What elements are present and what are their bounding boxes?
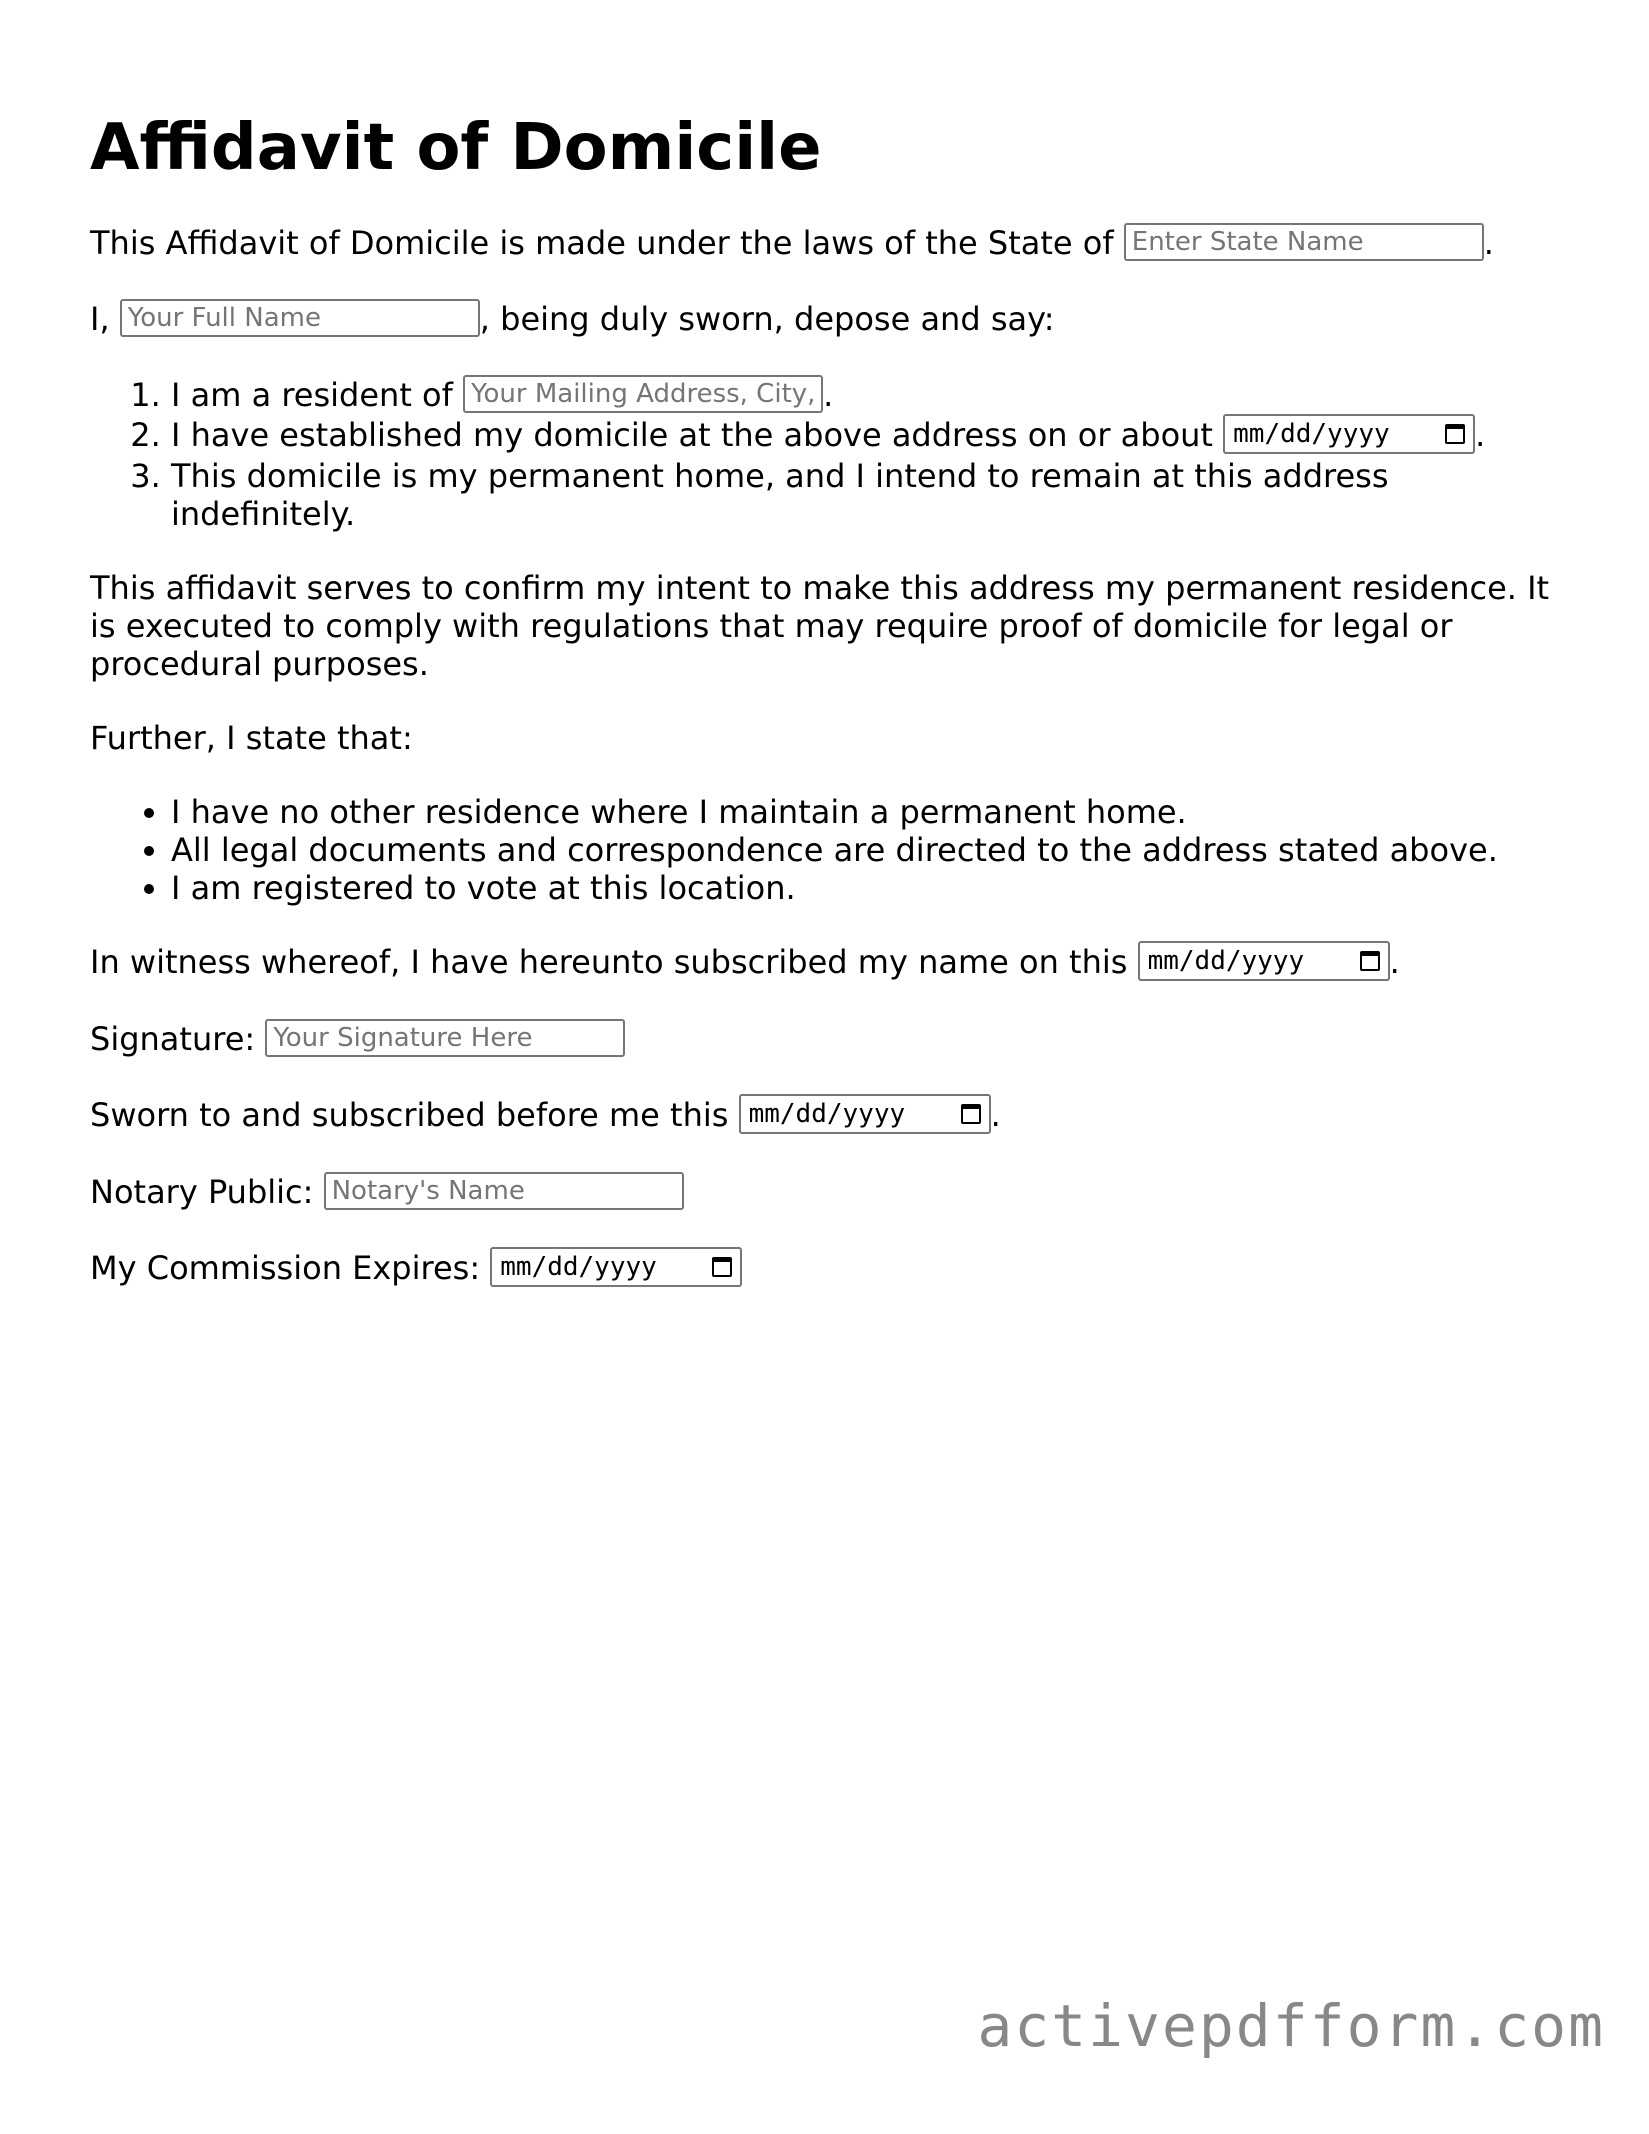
list-item: • I am registered to vote at this location. [171,869,1570,907]
notary-line: Notary Public: Notary's Name [90,1173,1570,1213]
calendar-icon[interactable] [712,1257,732,1277]
state-line: This Affidavit of Domicile is made under the laws of the State of Enter State Name . [90,224,1570,264]
domicile-date-input[interactable]: mm/dd/yyyy [1223,414,1475,454]
further-statement: Further, I state that: [90,719,413,757]
bullet-statements [90,793,1570,907]
calendar-icon[interactable] [1360,951,1380,971]
commission-date-input[interactable]: mm/dd/yyyy [490,1247,742,1287]
list-item: • I have no other residence where I maintain a permanent home. [171,793,1570,831]
witness-line: In witness whereof, I have hereunto subscribed my name on this mm/dd/yyyy . [90,943,1400,981]
name-line: I, Your Full Name , being duly sworn, depose and say: [90,300,1570,340]
affidavit-page [90,108,1570,1326]
sworn-line: Sworn to and subscribed before me this mm/dd/yyyy . [90,1096,1001,1134]
watermark: activepdfform.com [977,1992,1605,2060]
page-title: Affidavit of Domicile [90,111,822,185]
list-item: • All legal documents and correspondence are directed to the address stated above. [171,831,1570,869]
sworn-date-input[interactable]: mm/dd/yyyy [739,1094,991,1134]
signature-input[interactable] [265,1019,625,1057]
mailing-address-input[interactable] [463,375,823,413]
list-item: 3. This domicile is my permanent home, and I intend to remain at this address indefinitely. [171,457,1570,533]
full-name-input[interactable] [120,299,480,337]
list-item: 1. I am a resident of Your Mailing Address, City, State, Zip . [171,376,1570,416]
state-name-input[interactable] [1124,223,1484,261]
numbered-statements [90,376,1570,533]
intent-paragraph: This affidavit serves to confirm my intent to make this address my permanent residence. It is executed to comply with regulations that may require proof of domicile for legal or procedural purposes. [90,569,1550,683]
calendar-icon[interactable] [961,1104,981,1124]
list-item: 2. I have established my domicile at the above address on or about mm/dd/yyyy . [171,416,1570,457]
signature-line: Signature: Your Signature Here [90,1020,1570,1060]
commission-line: My Commission Expires: mm/dd/yyyy [90,1249,1570,1290]
calendar-icon[interactable] [1445,424,1465,444]
witness-date-input[interactable]: mm/dd/yyyy [1138,941,1390,981]
notary-name-input[interactable] [324,1172,684,1210]
